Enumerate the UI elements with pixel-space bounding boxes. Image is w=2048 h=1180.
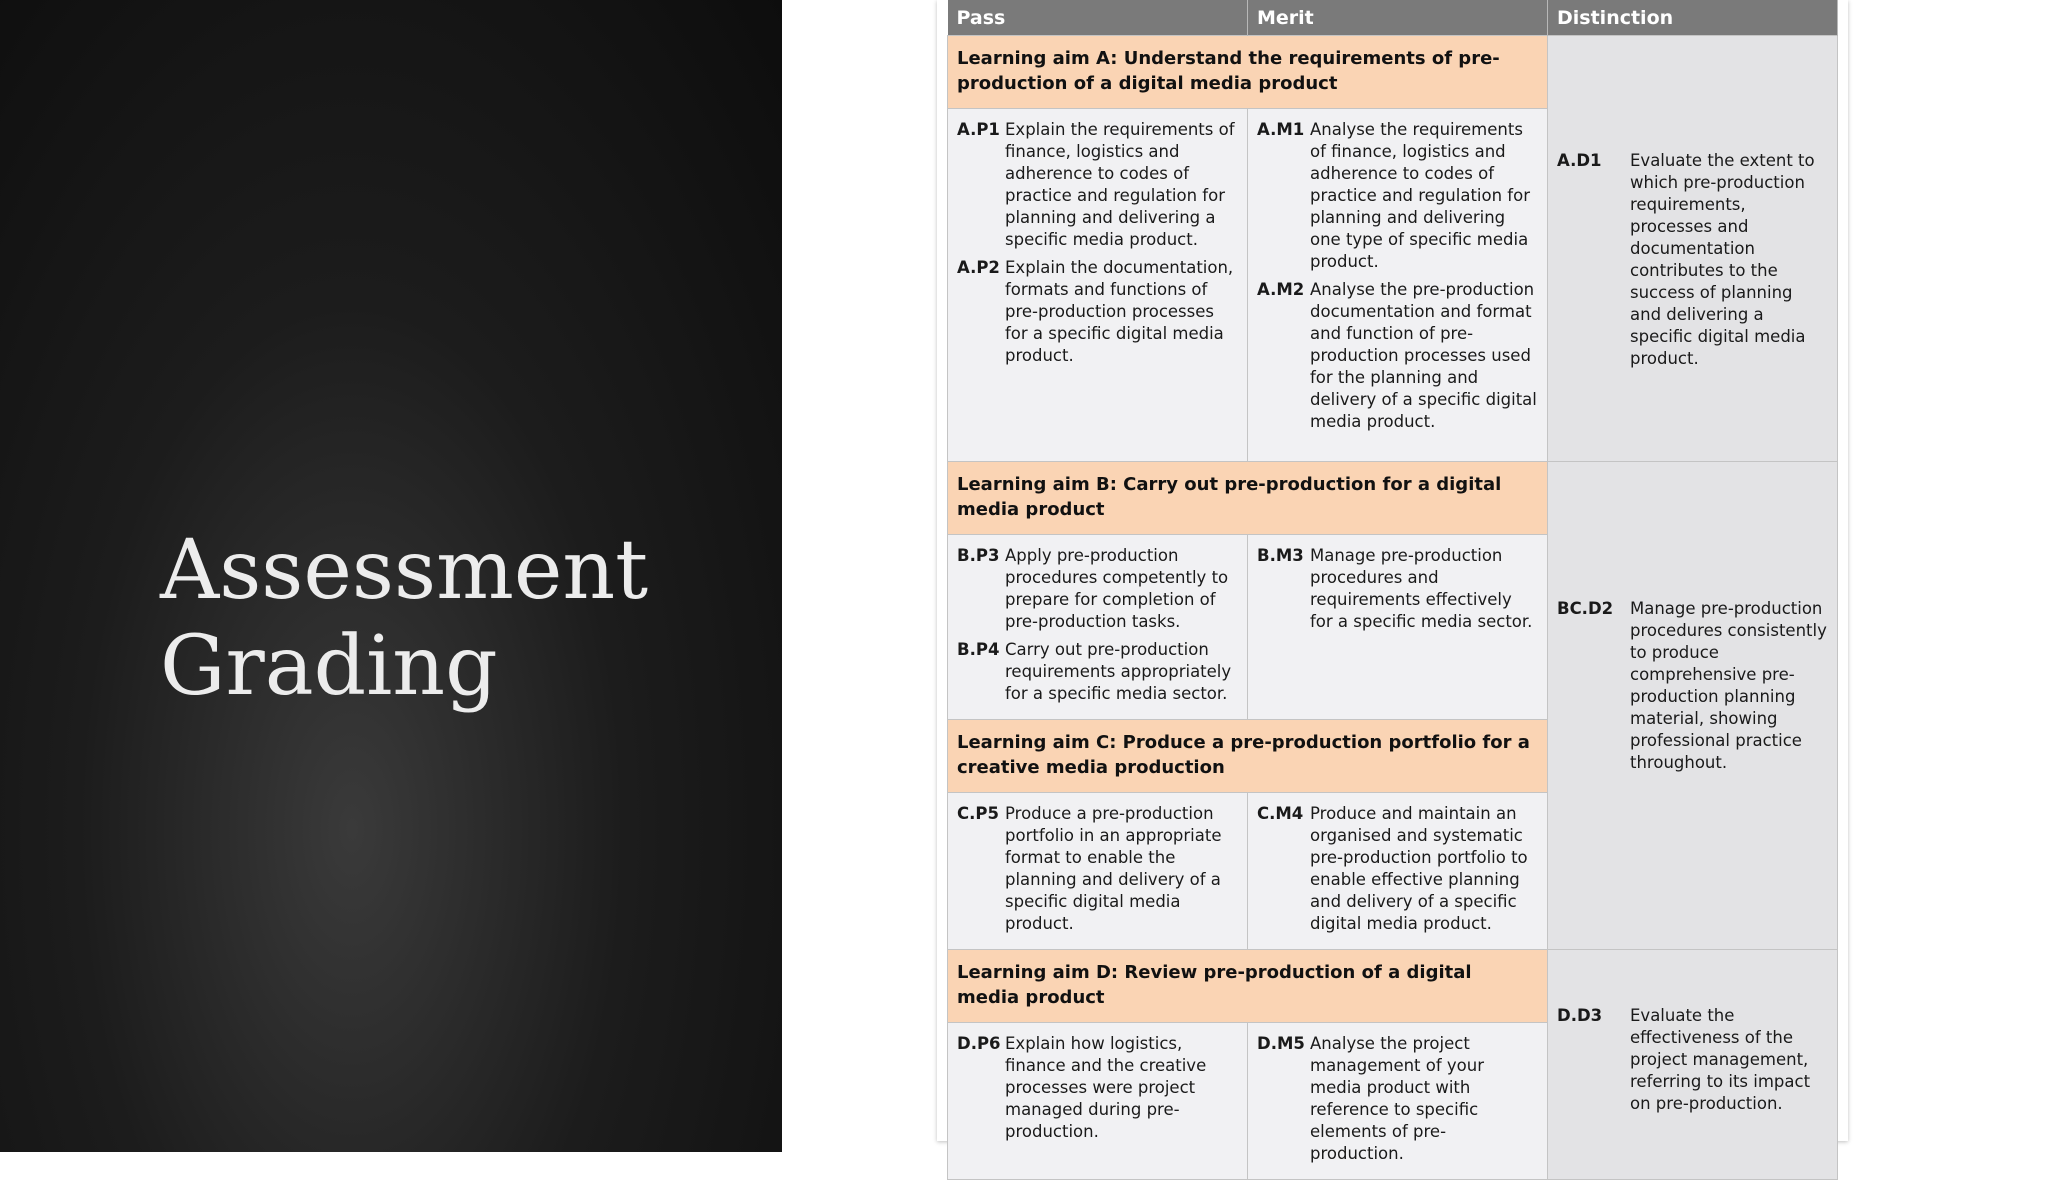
aim-a-title-row (948, 36, 1838, 109)
criterion-a-p2 (957, 257, 1237, 367)
criterion-text: Carry out pre-production requirements appropriately for a specific media sector. (1005, 640, 1232, 703)
aim-a-pass-cell (948, 109, 1248, 462)
aim-a-merit-cell (1248, 109, 1548, 462)
criterion-code: A.M2 (1257, 280, 1305, 299)
criterion-code: BC.D2 (1557, 599, 1614, 618)
criterion-c-m4 (1257, 803, 1537, 935)
header-distinction: Distinction (1548, 0, 1838, 36)
criterion-text: Produce and maintain an organised and systematic pre-production portfolio to enable effective planning and delivery of a specific digital media product. (1310, 804, 1528, 933)
criterion-d-m5 (1257, 1033, 1537, 1165)
criterion-a-d1 (1548, 36, 1837, 370)
criterion-text: Evaluate the effectiveness of the project management, referring to its impact on pre-production. (1630, 1006, 1811, 1113)
slide-title-line-1: Assessment (160, 523, 649, 618)
aim-b-title: Learning aim B: Carry out pre-production for a digital media product (948, 462, 1548, 535)
header-row (948, 0, 1838, 36)
criterion-b-m3 (1257, 545, 1537, 633)
criterion-text: Manage pre-production procedures consistently to produce comprehensive pre-production planning material, showing professional practice throughout. (1630, 599, 1827, 772)
criterion-code: B.P4 (957, 640, 1000, 659)
aim-d-title-row (948, 950, 1838, 1023)
criterion-code: C.M4 (1257, 804, 1304, 823)
criterion-text: Explain the documentation, formats and functions of pre-production processes for a specific digital media product. (1005, 258, 1234, 365)
aim-d-pass-cell (948, 1023, 1248, 1180)
aim-b-pass-cell (948, 535, 1248, 720)
aim-c-title: Learning aim C: Produce a pre-production portfolio for a creative media production (948, 720, 1548, 793)
criterion-text: Produce a pre-production portfolio in an appropriate format to enable the planning and delivery of a specific digital media product. (1005, 804, 1222, 933)
aim-d-distinction-cell (1548, 950, 1838, 1180)
criterion-code: A.P1 (957, 120, 1000, 139)
slide-title-line-2: Grading (160, 619, 498, 714)
criterion-b-p3 (957, 545, 1237, 633)
header-pass: Pass (948, 0, 1248, 36)
aim-d-title: Learning aim D: Review pre-production of a digital media product (948, 950, 1548, 1023)
criterion-text: Analyse the pre-production documentation and format and function of pre-production processes used for the planning and delivery of a specific digital media product. (1310, 280, 1537, 431)
criterion-c-p5 (957, 803, 1237, 935)
criterion-a-m2 (1257, 279, 1537, 433)
grading-grid-document (937, 0, 1848, 1163)
criterion-text: Evaluate the extent to which pre-production requirements, processes and documentation contributes to the success of planning and delivering a specific digital media product. (1630, 151, 1815, 368)
criterion-text: Apply pre-production procedures competently to prepare for completion of pre-production tasks. (1005, 546, 1229, 631)
aim-c-pass-cell (948, 793, 1248, 950)
criterion-code: A.P2 (957, 258, 1000, 277)
criterion-code: D.P6 (957, 1034, 1001, 1053)
aim-a-distinction-cell (1548, 36, 1838, 462)
aim-d-merit-cell (1248, 1023, 1548, 1180)
aim-c-merit-cell (1248, 793, 1548, 950)
criterion-text: Analyse the requirements of finance, logistics and adherence to codes of practice and regulation for planning and delivering one type of specific media product. (1310, 120, 1530, 271)
criterion-text: Explain how logistics, finance and the creative processes were project managed during pre-production. (1005, 1034, 1207, 1141)
criterion-text: Explain the requirements of finance, logistics and adherence to codes of practice and regulation for planning and delivering a specific media product. (1005, 120, 1235, 249)
criterion-b-p4 (957, 639, 1237, 705)
criterion-code: B.M3 (1257, 546, 1304, 565)
aim-a-title: Learning aim A: Understand the requirements of pre-production of a digital media product (948, 36, 1548, 109)
criterion-a-p1 (957, 119, 1237, 251)
criterion-code: A.D1 (1557, 151, 1602, 170)
criterion-code: B.P3 (957, 546, 1000, 565)
criterion-text: Analyse the project management of your media product with reference to specific elements of pre-production. (1310, 1034, 1485, 1163)
header-merit: Merit (1248, 0, 1548, 36)
criterion-code: D.D3 (1557, 1006, 1603, 1025)
title-panel (0, 0, 782, 1152)
criterion-code: C.P5 (957, 804, 999, 823)
criterion-bc-d2 (1548, 462, 1837, 774)
aim-b-merit-cell (1248, 535, 1548, 720)
criterion-d-p6 (957, 1033, 1237, 1143)
criterion-code: D.M5 (1257, 1034, 1305, 1053)
grading-grid-table (947, 0, 1838, 1180)
slide-title (160, 523, 760, 715)
criterion-a-m1 (1257, 119, 1537, 273)
aim-bc-distinction-cell (1548, 462, 1838, 950)
aim-b-title-row (948, 462, 1838, 535)
criterion-text: Manage pre-production procedures and requirements effectively for a specific media sector. (1310, 546, 1533, 631)
criterion-d-d3 (1548, 950, 1837, 1115)
criterion-code: A.M1 (1257, 120, 1305, 139)
